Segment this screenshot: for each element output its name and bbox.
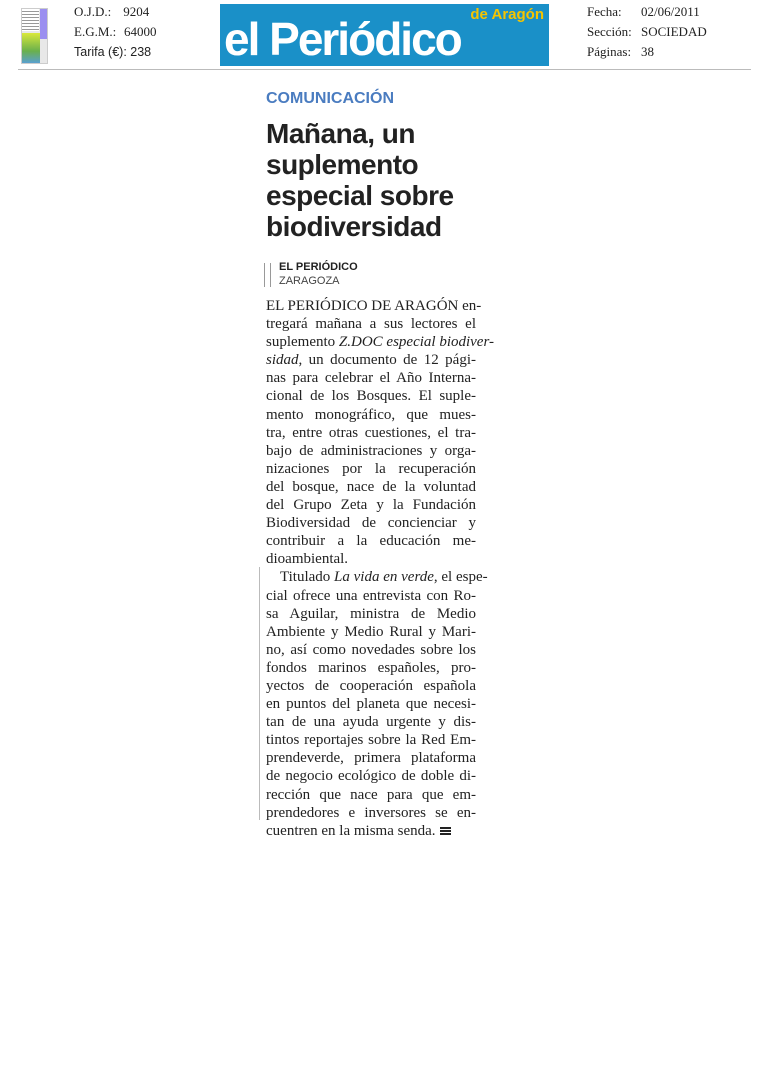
text-line xyxy=(266,767,476,785)
text-line xyxy=(266,568,488,586)
fecha-label: Fecha: xyxy=(587,4,622,19)
text-segment: mento monográfico, que mues- xyxy=(266,406,476,423)
text-line xyxy=(266,659,476,677)
text-segment: tan de una ayuda urgente y dis- xyxy=(266,714,476,731)
seccion-value: SOCIEDAD xyxy=(641,24,707,39)
text-line xyxy=(266,460,476,478)
text-segment: prendedores e inversores se en- xyxy=(266,804,476,821)
text-segment: cional de los Bosques. El suple- xyxy=(266,388,476,405)
text-segment: no, así como novedades sobre los xyxy=(266,641,476,658)
text-segment: de negocio ecológico de doble di- xyxy=(266,768,476,785)
text-segment: Biodiversidad de concienciar y xyxy=(266,515,476,532)
text-segment: bajo de administraciones y orga- xyxy=(266,442,476,459)
page-thumbnail xyxy=(21,8,48,64)
publication-metadata xyxy=(587,2,707,62)
text-segment: Ambiente y Medio Rural y Mari- xyxy=(266,623,476,640)
section-label: COMUNICACIÓN xyxy=(266,90,394,107)
text-segment: en puntos del planeta que necesi- xyxy=(266,696,476,713)
article-body xyxy=(266,297,494,840)
header-divider xyxy=(18,69,751,70)
text-line xyxy=(266,424,476,442)
ojd-value: 9204 xyxy=(123,4,150,19)
text-line xyxy=(266,333,494,351)
text-line xyxy=(266,496,476,514)
article-paragraph xyxy=(266,568,488,839)
logo-main-text: el Periódico xyxy=(224,13,461,65)
text-line xyxy=(266,369,476,387)
text-segment: tra, entre otras cuestiones, el tra- xyxy=(266,424,476,441)
text-segment: prendeverde, primera plataforma xyxy=(266,750,476,767)
newspaper-logo xyxy=(220,4,549,66)
headline-line: Mañana, un xyxy=(266,118,416,149)
text-segment: , un documento de 12 pági- xyxy=(298,352,476,369)
headline-line: especial sobre xyxy=(266,180,454,211)
text-line xyxy=(266,478,476,496)
byline-author: EL PERIÓDICO xyxy=(279,261,358,273)
text-line xyxy=(266,387,476,405)
text-line xyxy=(266,406,476,424)
text-segment: yectos de cooperación española xyxy=(266,677,476,694)
text-line xyxy=(266,623,476,641)
column-rule xyxy=(259,567,260,820)
headline-line: biodiversidad xyxy=(266,211,442,242)
text-line xyxy=(266,731,476,749)
text-line xyxy=(266,641,476,659)
text-line xyxy=(266,605,476,623)
text-segment: tregará mañana a sus lectores el xyxy=(266,316,476,333)
text-segment: Titulado xyxy=(280,569,335,586)
text-line xyxy=(266,822,476,840)
text-segment: sa Aguilar, ministra de Medio xyxy=(266,605,476,622)
text-line xyxy=(266,532,476,550)
headline xyxy=(266,118,506,242)
seccion-label: Sección: xyxy=(587,24,632,39)
audience-metadata xyxy=(74,2,157,62)
text-segment: tintos reportajes sobre la Red Em- xyxy=(266,732,476,749)
text-line xyxy=(266,695,476,713)
text-line xyxy=(266,514,476,532)
text-segment: dioambiental. xyxy=(266,551,349,568)
text-line xyxy=(266,804,476,822)
text-segment: nizaciones por la recuperación xyxy=(266,460,476,477)
text-line xyxy=(266,351,476,369)
tarifa-label: Tarifa (€): xyxy=(74,45,127,59)
text-segment: , el espe- xyxy=(433,569,488,586)
text-segment: EL PERIÓDICO DE ARAGÓN en- xyxy=(266,298,482,314)
article-paragraph xyxy=(266,297,494,568)
text-segment: cial ofrece una entrevista con Ro- xyxy=(266,587,476,604)
paginas-label: Páginas: xyxy=(587,44,632,59)
text-line xyxy=(266,587,476,605)
text-segment: del bosque, nace de la voluntad xyxy=(266,478,476,495)
egm-value: 64000 xyxy=(124,24,157,39)
byline-bar xyxy=(264,263,271,287)
text-line xyxy=(266,713,476,731)
text-line xyxy=(266,677,476,695)
tarifa-value: 238 xyxy=(130,45,152,59)
end-of-article-icon xyxy=(440,827,451,835)
paginas-value: 38 xyxy=(641,44,654,59)
fecha-value: 02/06/2011 xyxy=(641,4,700,19)
byline-city: ZARAGOZA xyxy=(279,275,340,287)
egm-label: E.G.M.: xyxy=(74,24,117,39)
text-line xyxy=(266,315,476,333)
text-segment: del Grupo Zeta y la Fundación xyxy=(266,497,476,514)
text-segment: nas para celebrar el Año Interna- xyxy=(266,370,476,387)
italic-text: Z.DOC especial biodiver- xyxy=(338,334,494,351)
text-segment: suplemento xyxy=(266,334,339,351)
text-line xyxy=(266,297,482,315)
logo-sub-text: de Aragón xyxy=(470,6,544,23)
text-line xyxy=(266,442,476,460)
text-line xyxy=(266,786,476,804)
text-segment: fondos marinos españoles, pro- xyxy=(266,659,476,676)
text-segment: rección que nace para que em- xyxy=(266,786,476,803)
text-segment: contribuir a la educación me- xyxy=(266,533,476,550)
text-segment: cuentren en la misma senda. xyxy=(266,822,436,839)
italic-text: La vida en verde xyxy=(334,569,434,586)
italic-text: sidad xyxy=(266,352,299,369)
text-line xyxy=(266,550,476,568)
ojd-label: O.J.D.: xyxy=(74,4,112,19)
headline-line: suplemento xyxy=(266,149,419,180)
text-line xyxy=(266,749,476,767)
